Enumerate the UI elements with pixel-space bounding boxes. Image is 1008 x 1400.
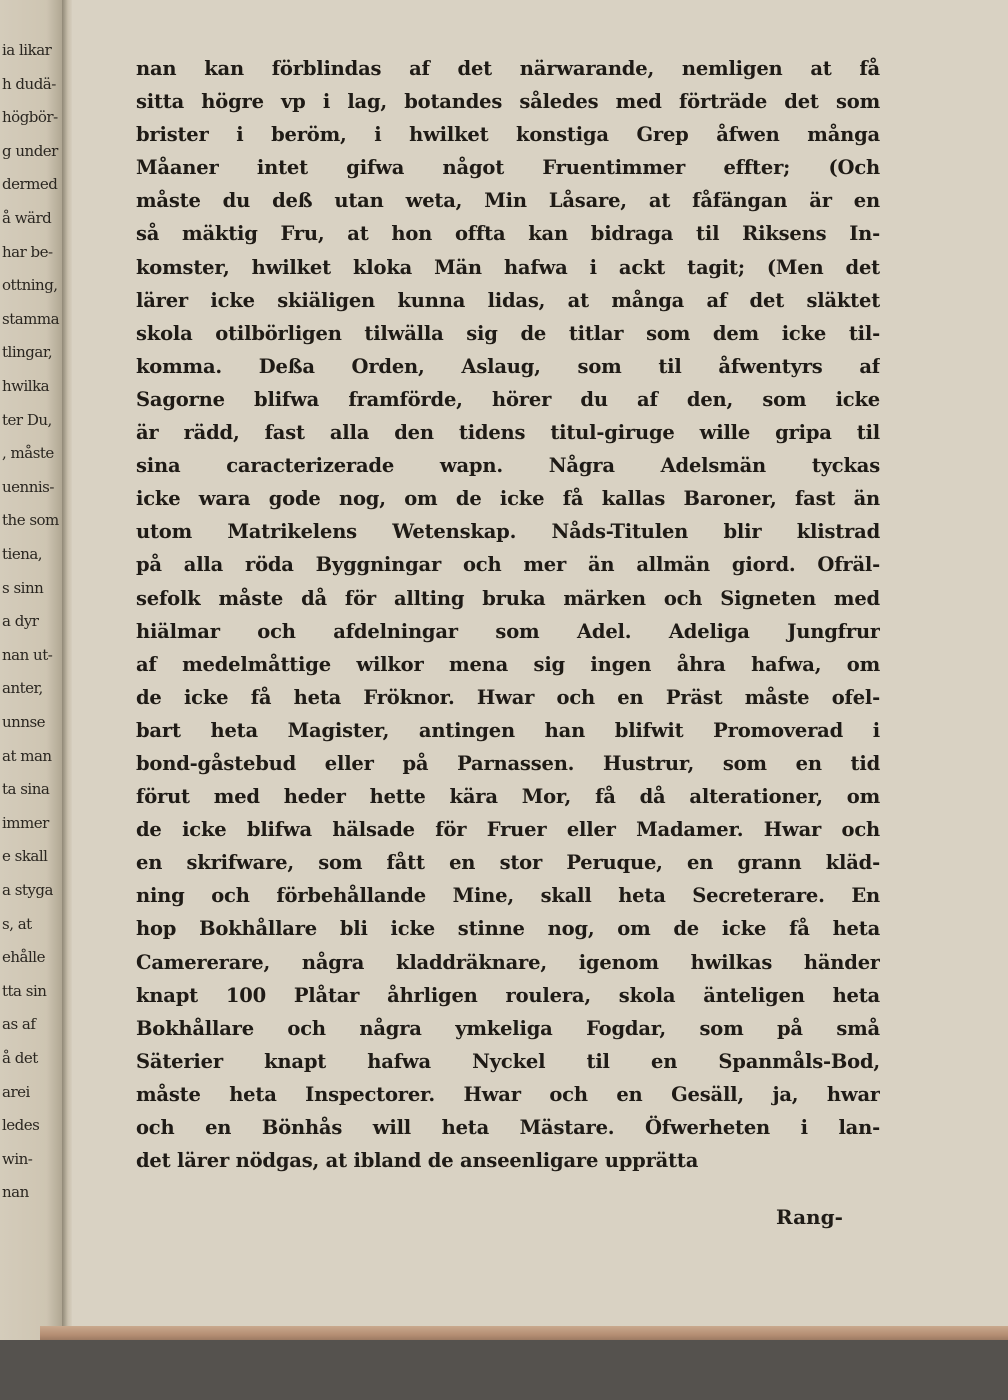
- previous-page-line: a dyr: [2, 612, 39, 631]
- previous-page-line: h dudä-: [2, 74, 56, 93]
- text-line: sefolk måste då för allting bruka märken och Signeten med: [136, 586, 880, 610]
- previous-page-line: unnse: [2, 713, 46, 731]
- previous-page-line: å wärd: [2, 209, 52, 227]
- text-line: brister i beröm, i hwilket konstiga Grep åfwen många: [136, 123, 880, 147]
- text-line: komma. Deßa Orden, Aslaug, som til åfwentyrs af: [136, 354, 880, 378]
- text-line: så mäktig Fru, at hon offta kan bidraga til Riksens In-: [136, 222, 880, 246]
- previous-page-line: ta sina: [2, 780, 50, 799]
- previous-page-line: a styga: [2, 881, 53, 899]
- text-line: lärer icke skiäligen kunna lidas, at många af det släktet: [136, 288, 880, 312]
- text-line: och en Bönhås will heta Mästare. Öfwerheten i lan-: [136, 1116, 880, 1139]
- previous-page-line: s, at: [2, 914, 32, 933]
- previous-page-line: hwilka: [2, 377, 50, 395]
- text-line: utom Matrikelens Wetenskap. Nåds-Titulen blir klistrad: [136, 520, 880, 544]
- text-line: Säterier knapt hafwa Nyckel til en Spanmåls-Bod,: [136, 1049, 880, 1073]
- text-line: hiälmar och afdelningar som Adel. Adeliga Jungfrur: [136, 619, 880, 643]
- page-bottom-edge: [40, 1326, 1008, 1340]
- catchword: Rang-: [776, 1205, 843, 1229]
- text-line: nan kan förblindas af det närwarande, nemligen at få: [136, 57, 880, 80]
- previous-page-line: å det: [2, 1049, 38, 1067]
- previous-page-line: ottning,: [2, 276, 58, 295]
- previous-page-edge: [0, 0, 66, 1340]
- page-text-block: [136, 52, 880, 1177]
- text-line: på alla röda Byggningar och mer än allmän giord. Ofräl-: [136, 553, 880, 577]
- previous-page-line: ia likar: [2, 41, 52, 59]
- text-line: bond-gåstebud eller på Parnassen. Hustrur, som en tid: [136, 751, 880, 775]
- text-line: måste heta Inspectorer. Hwar och en Gesäll, ja, hwar: [136, 1082, 880, 1106]
- text-line: en skrifware, som fått en stor Peruque, en grann kläd-: [136, 851, 880, 875]
- previous-page-line: arei: [2, 1082, 30, 1101]
- previous-page-line: the som: [2, 511, 59, 530]
- text-line: förut med heder hette kära Mor, få då alterationer, om: [136, 785, 880, 809]
- previous-page-line: immer: [2, 813, 49, 832]
- previous-page-line: högbör-: [2, 108, 58, 127]
- text-line: skola otilbörligen tilwälla sig de titlar som dem icke til-: [136, 321, 880, 345]
- previous-page-line: , måste: [2, 444, 54, 463]
- text-line: de icke blifwa hälsade för Fruer eller Madamer. Hwar och: [136, 818, 880, 842]
- text-line: de icke få heta Fröknor. Hwar och en Präst måste ofel-: [136, 685, 880, 709]
- previous-page-line: at man: [2, 746, 52, 765]
- previous-page-line: ehålle: [2, 948, 45, 967]
- previous-page-line: nan: [2, 1183, 29, 1202]
- previous-page-line: uennis-: [2, 477, 54, 496]
- text-line: sina caracterizerade wapn. Några Adelsmän tyckas: [136, 454, 880, 478]
- previous-page-line: tta sin: [2, 981, 47, 1000]
- previous-page-line: har be-: [2, 242, 53, 261]
- text-line: knapt 100 Plåtar åhrligen roulera, skola änteligen heta: [136, 983, 880, 1007]
- text-line: Måaner intet gifwa något Fruentimmer effter; (Och: [136, 156, 880, 180]
- text-line: måste du deß utan weta, Min Låsare, at fåfängan är en: [136, 189, 880, 213]
- text-line: icke wara gode nog, om de icke få kallas Baroner, fast än: [136, 487, 880, 511]
- previous-page-line: tiena,: [2, 545, 43, 563]
- background-surface: [0, 1340, 1008, 1400]
- previous-page-line: win-: [2, 1149, 33, 1168]
- previous-page-line: anter,: [2, 679, 43, 698]
- text-line: sitta högre vp i lag, botandes således med förträde det som: [136, 90, 880, 114]
- text-line: bart heta Magister, antingen han blifwit Promoverad i: [136, 718, 880, 742]
- text-line: komster, hwilket kloka Män hafwa i ackt tagit; (Men det: [136, 255, 880, 279]
- text-line: hop Bokhållare bli icke stinne nog, om de icke få heta: [136, 917, 880, 941]
- text-line: Sagorne blifwa framförde, hörer du af den, som icke: [136, 387, 880, 411]
- previous-page-line: ter Du,: [2, 410, 52, 429]
- previous-page-line: tlingar,: [2, 343, 53, 362]
- text-line: är rädd, fast alla den tidens titul-giruge wille gripa til: [136, 421, 880, 445]
- previous-page-line: g under: [2, 141, 58, 160]
- previous-page-line: as af: [2, 1015, 36, 1034]
- text-line: ning och förbehållande Mine, skall heta Secreterare. En: [136, 884, 880, 908]
- previous-page-line: e skall: [2, 847, 48, 866]
- previous-page-line: ledes: [2, 1116, 40, 1135]
- previous-page-line: dermed: [2, 175, 58, 194]
- text-line: Bokhållare och några ymkeliga Fogdar, som på små: [136, 1016, 880, 1040]
- text-line: Camererare, några kladdräknare, igenom hwilkas händer: [136, 950, 880, 974]
- previous-page-line: s sinn: [2, 578, 44, 597]
- previous-page-line: nan ut-: [2, 645, 53, 664]
- previous-page-line: stamma: [2, 309, 60, 328]
- text-line: af medelmåttige wilkor mena sig ingen åhra hafwa, om: [136, 652, 880, 676]
- text-line: det lärer nödgas, at ibland de anseenligare upprätta: [136, 1149, 699, 1173]
- book-gutter: [62, 0, 72, 1340]
